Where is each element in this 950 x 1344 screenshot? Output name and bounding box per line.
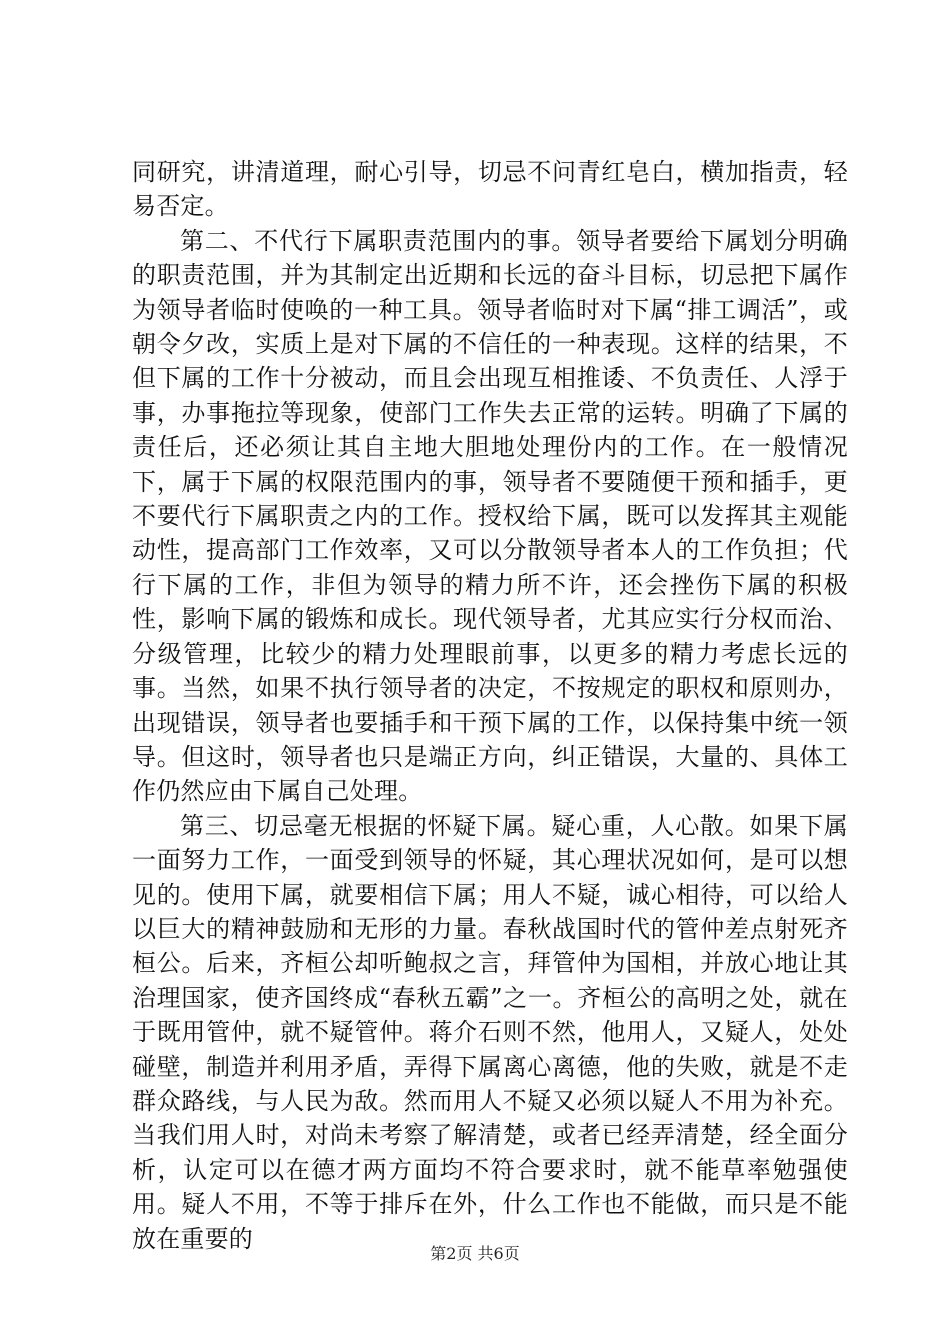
page-footer: 第2页 共6页	[430, 1244, 520, 1263]
document-body	[132, 155, 848, 1256]
paragraph-second-point: 第二、不代行下属职责范围内的事。领导者要给下属划分明确的职责范围，并为其制定出近期和长远的奋斗目标，切忌把下属作为领导者临时使唤的一种工具。领导者临时对下属“排工调活”，或朝令夕改，实质上是对下属的不信任的一种表现。这样的结果，不但下属的工作十分被动，而且会出现互相推诿、不负责任、人浮于事，办事拖拉等现象，使部门工作失去正常的运转。明确了下属的责任后，还必须让其自主地大胆地处理份内的工作。在一般情况下，属于下属的权限范围内的事，领导者不要随便干预和插手，更不要代行下属职责之内的工作。授权给下属，既可以发挥其主观能动性，提高部门工作效率，又可以分散领导者本人的工作负担；代行下属的工作，非但为领导的精力所不许，还会挫伤下属的积极性，影响下属的锻炼和成长。现代领导者，尤其应实行分权而治、分级管理，比较少的精力处理眼前事，以更多的精力考虑长远的事。当然，如果不执行领导者的决定，不按规定的职权和原则办，出现错误，领导者也要插手和干预下属的工作，以保持集中统一领导。但这时，领导者也只是端正方向，纠正错误，大量的、具体工作仍然应由下属自己处理。	[132, 226, 848, 806]
paragraph-third-point: 第三、切忌毫无根据的怀疑下属。疑心重，人心散。如果下属一面努力工作，一面受到领导的怀疑，其心理状况如何，是可以想见的。使用下属，就要相信下属；用人不疑，诚心相待，可以给人以巨大的精神鼓励和无形的力量。春秋战国时代的管仲差点射死齐桓公。后来，齐桓公却听鲍叔之言，拜管仲为国相，并放心地让其治理国家，使齐国终成“春秋五霸”之一。齐桓公的高明之处，就在于既用管仲，就不疑管仲。蒋介石则不然，他用人，又疑人，处处碰壁，制造并利用矛盾，弄得下属离心离德，他的失败，就是不走群众路线，与人民为敌。然而用人不疑又必须以疑人不用为补充。当我们用人时，对尚未考察了解清楚，或者已经弄清楚，经全面分析，认定可以在德才两方面均不符合要求时，就不能草率勉强使用。疑人不用，不等于排斥在外，什么工作也不能做，而只是不能放在重要的	[132, 811, 848, 1253]
paragraph-continuation: 同研究，讲清道理，耐心引导，切忌不问青红皂白，横加指责，轻易否定。	[132, 158, 848, 221]
